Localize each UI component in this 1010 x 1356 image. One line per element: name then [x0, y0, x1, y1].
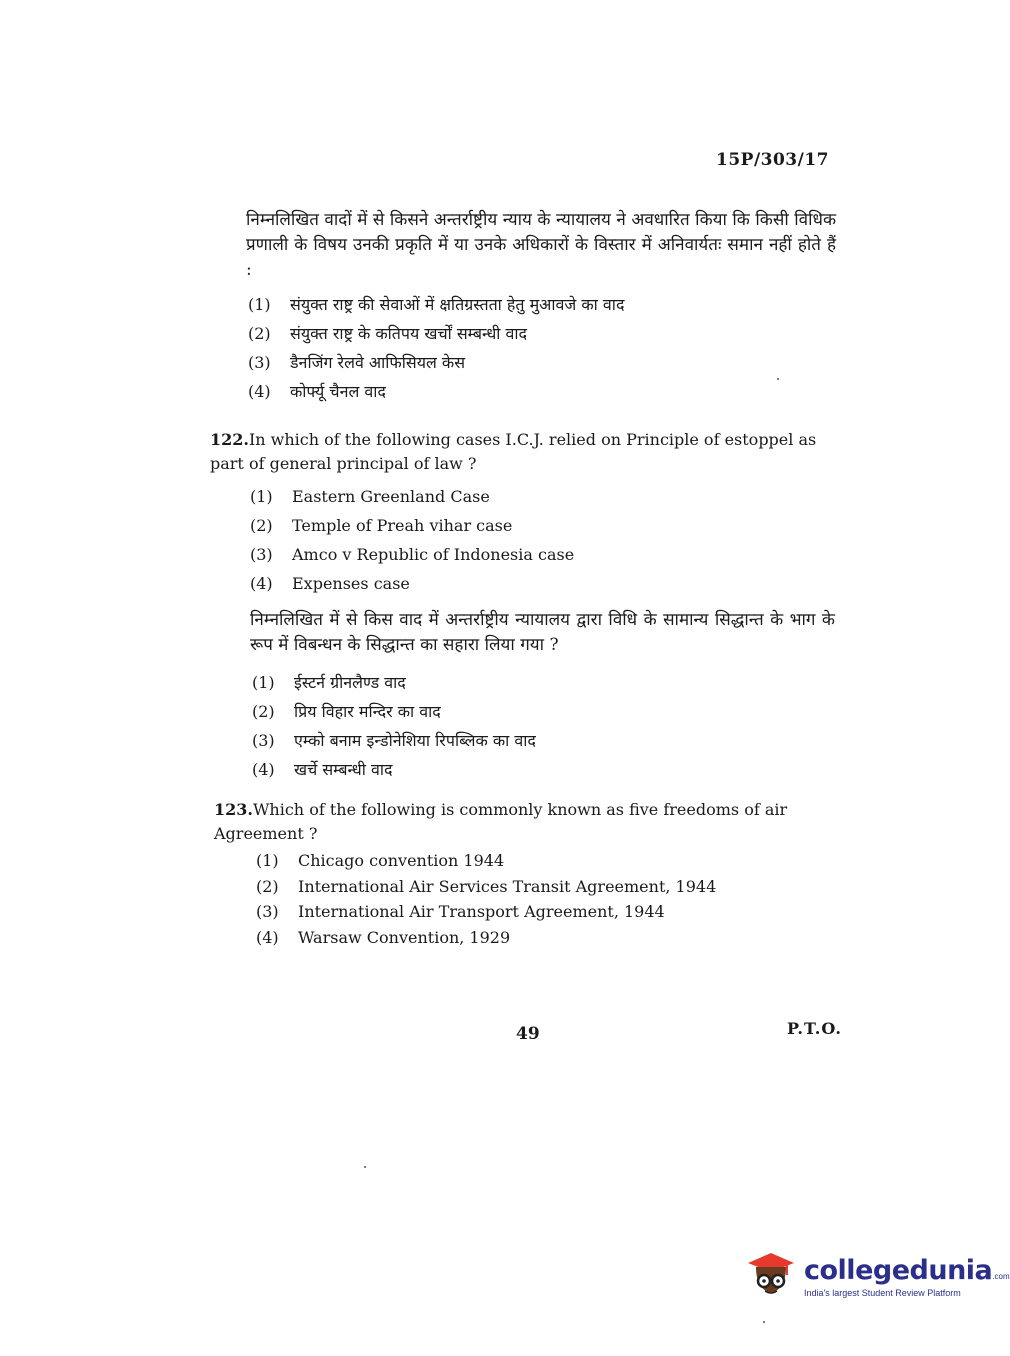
brand-name: collegedunia: [804, 1254, 993, 1286]
scan-speck: [763, 1321, 765, 1323]
option: (2) प्रिय विहार मन्दिर का वाद: [252, 702, 441, 721]
scan-speck: [777, 378, 779, 380]
option: (1) Chicago convention 1944: [256, 851, 505, 870]
page-number: 49: [516, 1024, 540, 1044]
q122-hindi-text: निम्नलिखित में से किस वाद में अन्तर्राष्ट्रीय न्यायालय द्वारा विधि के सामान्य सिद्धान्त के भाग के रूप में विबन्धन के सिद्धान्त का सहारा लिया गया ?: [250, 610, 835, 655]
question-text: Which of the following is commonly known as five freedoms of air Agreement ?: [214, 800, 788, 843]
pto-label: P.T.O.: [787, 1019, 842, 1038]
option: (2) International Air Services Transit Agreement, 1944: [256, 876, 717, 896]
option: (4) खर्चे सम्बन्धी वाद: [252, 760, 393, 779]
option: (3) एम्को बनाम इन्डोनेशिया रिपब्लिक का वाद: [252, 731, 536, 750]
paper-code: 15P/303/17: [716, 150, 830, 170]
collegedunia-logo: [742, 1247, 1010, 1305]
question-text: In which of the following cases I.C.J. relied on Principle of estoppel as part of general principal of law ?: [210, 430, 817, 473]
q122-hindi-options: [252, 668, 536, 784]
option: (2) Temple of Preah vihar case: [250, 516, 513, 535]
option: (4) कोर्फ्यू चैनल वाद: [248, 382, 386, 401]
scan-speck: [364, 1166, 366, 1168]
question-number: 123.: [214, 800, 253, 819]
q121-hindi-text: निम्नलिखित वादों में से किसने अन्तर्राष्ट्रीय न्याय के न्यायालय ने अवधारित किया कि किसी विधिक प्रणाली के विषय उनकी प्रकृति में या उनके अधिकारों के विस्तार में अनिवार्यतः समान नहीं होते हैं :: [246, 210, 836, 280]
option: (2) संयुक्त राष्ट्र के कतिपय खर्चों सम्बन्धी वाद: [248, 324, 528, 343]
graduate-mascot-icon: [742, 1247, 800, 1305]
option: (1) Eastern Greenland Case: [250, 487, 490, 506]
brand-tagline: India's largest Student Review Platform: [804, 1287, 961, 1298]
q122-options: [250, 482, 574, 598]
option: (3) डैनजिंग रेलवे आफिसियल केस: [248, 353, 466, 372]
option: (1) ईस्टर्न ग्रीनलैण्ड वाद: [252, 673, 406, 692]
option: (4) Expenses case: [250, 574, 410, 593]
option: (3) Amco v Republic of Indonesia case: [250, 545, 575, 564]
option: (4) Warsaw Convention, 1929: [256, 927, 511, 947]
q123-options: [256, 848, 716, 950]
q123-question: [214, 798, 844, 846]
q121-hindi-options: [248, 290, 624, 406]
option: (1) संयुक्त राष्ट्र की सेवाओं में क्षतिग्रस्तता हेतु मुआवजे का वाद: [248, 295, 625, 314]
q122-question: [210, 428, 840, 476]
question-number: 122.: [210, 430, 249, 449]
brand-suffix: .com: [992, 1271, 1010, 1281]
option: (3) International Air Transport Agreement, 1944: [256, 902, 665, 921]
